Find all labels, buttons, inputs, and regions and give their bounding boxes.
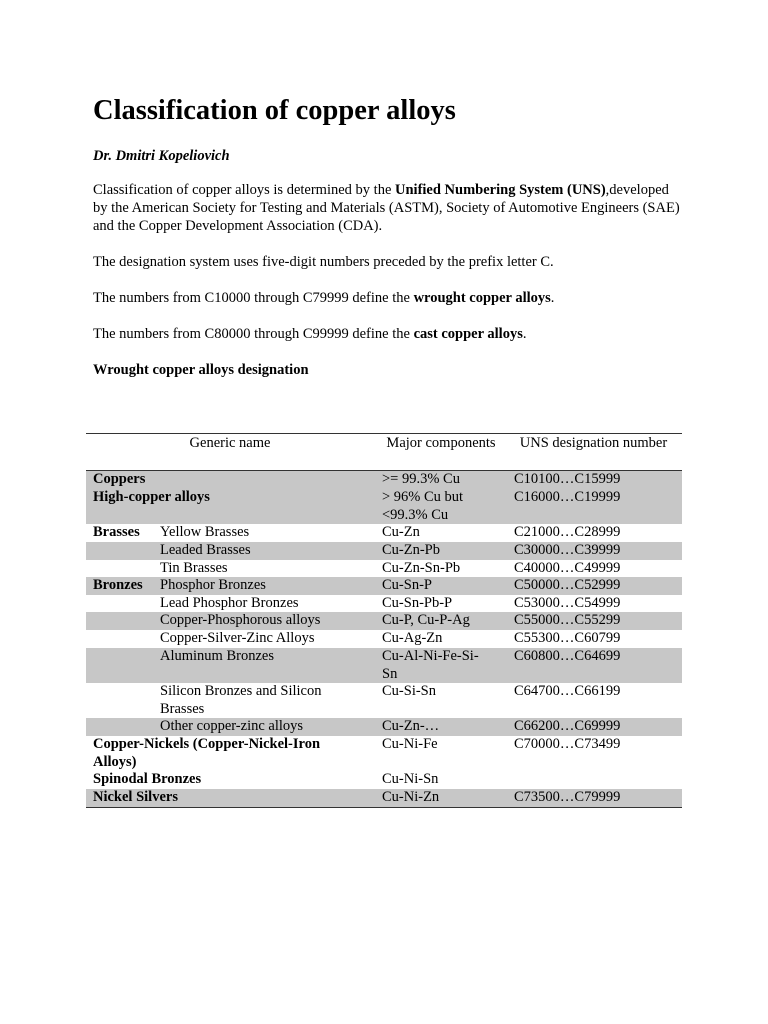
intro-text-after: ,developed by the American Society for Testing and Materials (ASTM), Society of Automotive Engineers (SAE) and the Copper Development Association (CDA). [93,182,680,234]
table-row [86,524,682,542]
wrought-range-paragraph [93,289,683,307]
table-row [86,542,682,560]
cell-group: Nickel Silvers [93,789,178,805]
cell-group: Coppers [93,471,146,487]
table-row [86,789,682,807]
table-row [86,577,682,595]
cast-range-paragraph [93,325,683,343]
section-heading: Wrought copper alloys designation [93,362,309,378]
cell-uns-number: C66200…C69999 [514,718,621,734]
table-row [86,612,682,630]
page-title: Classification of copper alloys [93,95,456,126]
header-major-components: Major components [386,435,496,451]
cell-generic-name: Lead Phosphor Bronzes [160,595,299,611]
cast-text-after: . [522,326,527,342]
cell-major-components: > 96% Cu but <99.3% Cu [382,489,464,523]
cell-major-components: Cu-Ag-Zn [382,630,443,646]
cell-major-components: Cu-Ni-Zn [382,789,440,805]
cell-major-components: Cu-Ni-Fe [382,736,438,752]
table-row [86,595,682,612]
cell-major-components: Cu-Sn-P [382,577,432,593]
cell-generic-name: Copper-Silver-Zinc Alloys [160,630,315,646]
cell-uns-number: C10100…C15999 [514,471,621,487]
author-byline: Dr. Dmitri Kopeliovich [93,148,230,164]
table-row [86,560,682,577]
table-row [86,683,682,718]
intro-paragraph [93,181,683,235]
cell-uns-number: C53000…C54999 [514,595,621,611]
cell-major-components: >= 99.3% Cu [382,471,460,487]
cell-uns-number: C60800…C64699 [514,648,621,664]
table-row [86,771,682,789]
cell-generic-name: Copper-Phosphorous alloys [160,612,321,628]
wrought-text-before: The numbers from C10000 through C79999 define the [93,290,414,306]
cast-term: cast copper alloys [413,326,523,342]
cell-uns-number: C30000…C39999 [514,542,621,558]
header-generic-name: Generic name [189,435,271,451]
cell-group: Spinodal Bronzes [93,771,202,787]
table-header-row [86,434,682,471]
cell-generic-name: Aluminum Bronzes [160,648,274,664]
alloys-table [86,433,682,808]
cell-uns-number: C64700…C66199 [514,683,621,699]
cell-generic-name: Tin Brasses [160,560,228,576]
cell-uns-number: C50000…C52999 [514,577,621,593]
cell-group: Brasses [93,524,140,540]
table-row [86,718,682,736]
cell-uns-number: C70000…C73499 [514,736,621,752]
cell-major-components: Cu-P, Cu-P-Ag [382,612,470,628]
uns-term: Unified Numbering System (UNS) [395,182,606,198]
table-row [86,630,682,648]
designation-paragraph: The designation system uses five-digit numbers preceded by the prefix letter C. [93,254,554,270]
wrought-term: wrought copper alloys [413,290,551,306]
cell-major-components: Cu-Ni-Sn [382,771,439,787]
cell-uns-number: C55300…C60799 [514,630,621,646]
intro-text-before: Classification of copper alloys is determined by the [93,182,396,198]
cell-generic-name: Other copper-zinc alloys [160,718,304,734]
cell-group: High-copper alloys [93,489,210,505]
cell-major-components: Cu-Zn-Sn-Pb [382,560,461,576]
table-row [86,736,682,771]
cell-major-components: Cu-Zn-… [382,718,440,734]
cell-group: Bronzes [93,577,143,593]
cell-major-components: Cu-Zn-Pb [382,542,440,558]
cell-uns-number: C40000…C49999 [514,560,621,576]
cell-group: Copper-Nickels (Copper-Nickel-Iron Alloys) [93,736,321,770]
cast-text-before: The numbers from C80000 through C99999 define the [93,326,414,342]
wrought-text-after: . [550,290,555,306]
cell-generic-name: Leaded Brasses [160,542,251,558]
table-body [86,471,682,807]
cell-uns-number: C21000…C28999 [514,524,621,540]
cell-major-components: Cu-Al-Ni-Fe-Si-Sn [382,648,479,682]
header-uns-designation: UNS designation number [519,435,668,451]
table-row [86,489,682,524]
cell-generic-name: Yellow Brasses [160,524,250,540]
cell-uns-number: C16000…C19999 [514,489,621,505]
table-row [86,648,682,683]
cell-generic-name: Silicon Bronzes and Silicon Brasses [160,683,322,717]
cell-uns-number: C55000…C55299 [514,612,621,628]
table-row [86,471,682,489]
cell-major-components: Cu-Sn-Pb-P [382,595,453,611]
cell-major-components: Cu-Zn [382,524,420,540]
cell-generic-name: Phosphor Bronzes [160,577,266,593]
cell-uns-number: C73500…C79999 [514,789,621,805]
cell-major-components: Cu-Si-Sn [382,683,436,699]
